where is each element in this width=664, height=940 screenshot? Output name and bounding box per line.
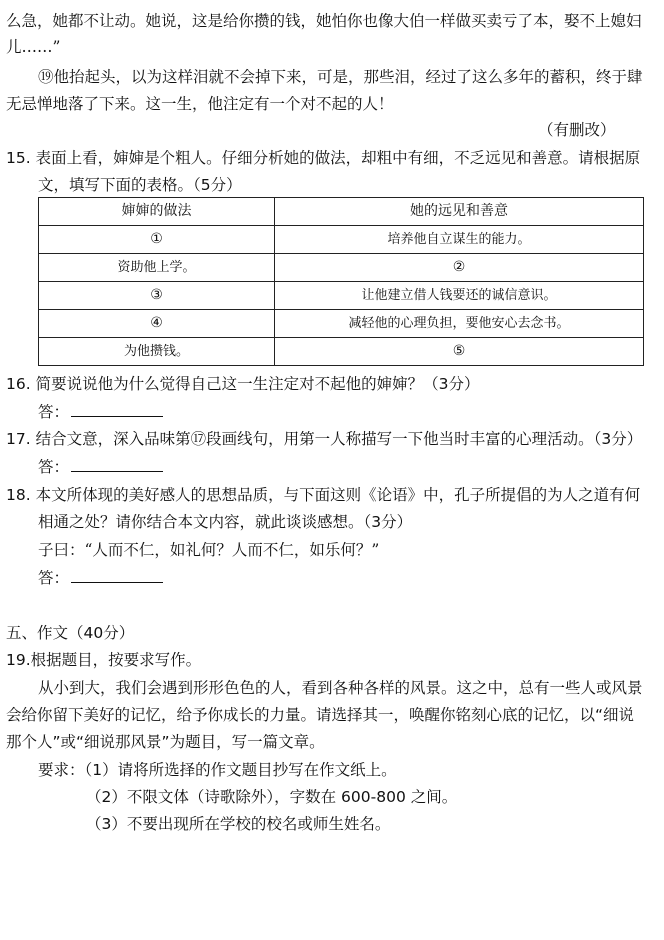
requirements-label: 要求： <box>38 761 85 779</box>
answer-blank[interactable] <box>71 457 163 472</box>
analects-quote: 子曰：“人而不仁，如礼何？人而不仁，如乐何？” <box>38 541 380 559</box>
passage-paragraph-19: ⑲他抬起头，以为这样泪就不会掉下来，可是，那些泪，经过了这么多年的蓄积，终于肆 <box>38 68 643 86</box>
table-cell: ⑤ <box>275 338 644 366</box>
answer-label: 答： <box>38 403 70 421</box>
table-row <box>39 282 644 310</box>
table-cell: ③ <box>39 282 275 310</box>
essay-prompt: 从小到大，我们会遇到形形色色的人，看到各种各样的风景。这之中，总有一些人或风景 <box>38 679 643 697</box>
question-15-cont: 文，填写下面的表格。（5分） <box>38 176 242 194</box>
answer-blank[interactable] <box>71 568 163 583</box>
essay-prompt: 那个人”或“细说那风景”为题目，写一篇文章。 <box>6 733 325 751</box>
requirement-item: （1）请将所选择的作文题目抄写在作文纸上。 <box>84 761 397 779</box>
table-cell: 让他建立借人钱要还的诚信意识。 <box>275 282 644 310</box>
answer-line <box>38 401 163 423</box>
edit-note: （有删改） <box>538 121 616 139</box>
question-16: 16. 简要说说他为什么觉得自己这一生注定对不起他的婶婶？（3分） <box>6 375 480 393</box>
answer-label: 答： <box>38 569 70 587</box>
passage-line: 无忌惮地落了下来。这一生，他注定有一个对不起的人！ <box>6 95 394 113</box>
section-title: 五、作文（40分） <box>6 624 135 642</box>
requirement-line <box>38 759 397 781</box>
requirement-item: （3）不要出现所在学校的校名或师生姓名。 <box>86 815 391 833</box>
answer-label: 答： <box>38 458 70 476</box>
answer-blank[interactable] <box>71 402 163 417</box>
table-cell: 资助他上学。 <box>39 254 275 282</box>
question-17: 17. 结合文意，深入品味第⑰段画线句，用第一人称描写一下他当时丰富的心理活动。（3分） <box>6 430 643 448</box>
requirement-item: （2）不限文体（诗歌除外），字数在 600-800 之间。 <box>86 788 458 806</box>
table-cell: 减轻他的心理负担，要他安心去念书。 <box>275 310 644 338</box>
passage-line: 儿……” <box>6 38 61 56</box>
answer-line <box>38 567 163 589</box>
table-header: 婶婶的做法 <box>39 198 275 226</box>
question-18: 18. 本文所体现的美好感人的思想品质，与下面这则《论语》中，孔子所提倡的为人之道有何 <box>6 486 641 504</box>
passage-line: 么急，她都不让动。她说，这是给你攒的钱，她怕你也像大伯一样做买卖亏了本，娶不上媳妇 <box>6 12 642 30</box>
essay-prompt: 会给你留下美好的记忆，给予你成长的力量。请选择其一，唤醒你铭刻心底的记忆，以“细说 <box>6 706 635 724</box>
table-cell: ① <box>39 226 275 254</box>
answer-line <box>38 456 163 478</box>
question-18-cont: 相通之处？请你结合本文内容，就此谈谈感想。（3分） <box>38 513 413 531</box>
question-19: 19.根据题目，按要求写作。 <box>6 651 202 669</box>
table-cell: ② <box>275 254 644 282</box>
table-cell: 培养他自立谋生的能力。 <box>275 226 644 254</box>
table-cell: 为他攒钱。 <box>39 338 275 366</box>
table-row <box>39 254 644 282</box>
table-row <box>39 338 644 366</box>
table-header: 她的远见和善意 <box>275 198 644 226</box>
table-header-row <box>39 198 644 226</box>
answer-table <box>38 197 644 366</box>
table-cell: ④ <box>39 310 275 338</box>
question-15: 15. 表面上看，婶婶是个粗人。仔细分析她的做法，却粗中有细，不乏远见和善意。请根据原 <box>6 149 641 167</box>
table-row <box>39 310 644 338</box>
table-row <box>39 226 644 254</box>
